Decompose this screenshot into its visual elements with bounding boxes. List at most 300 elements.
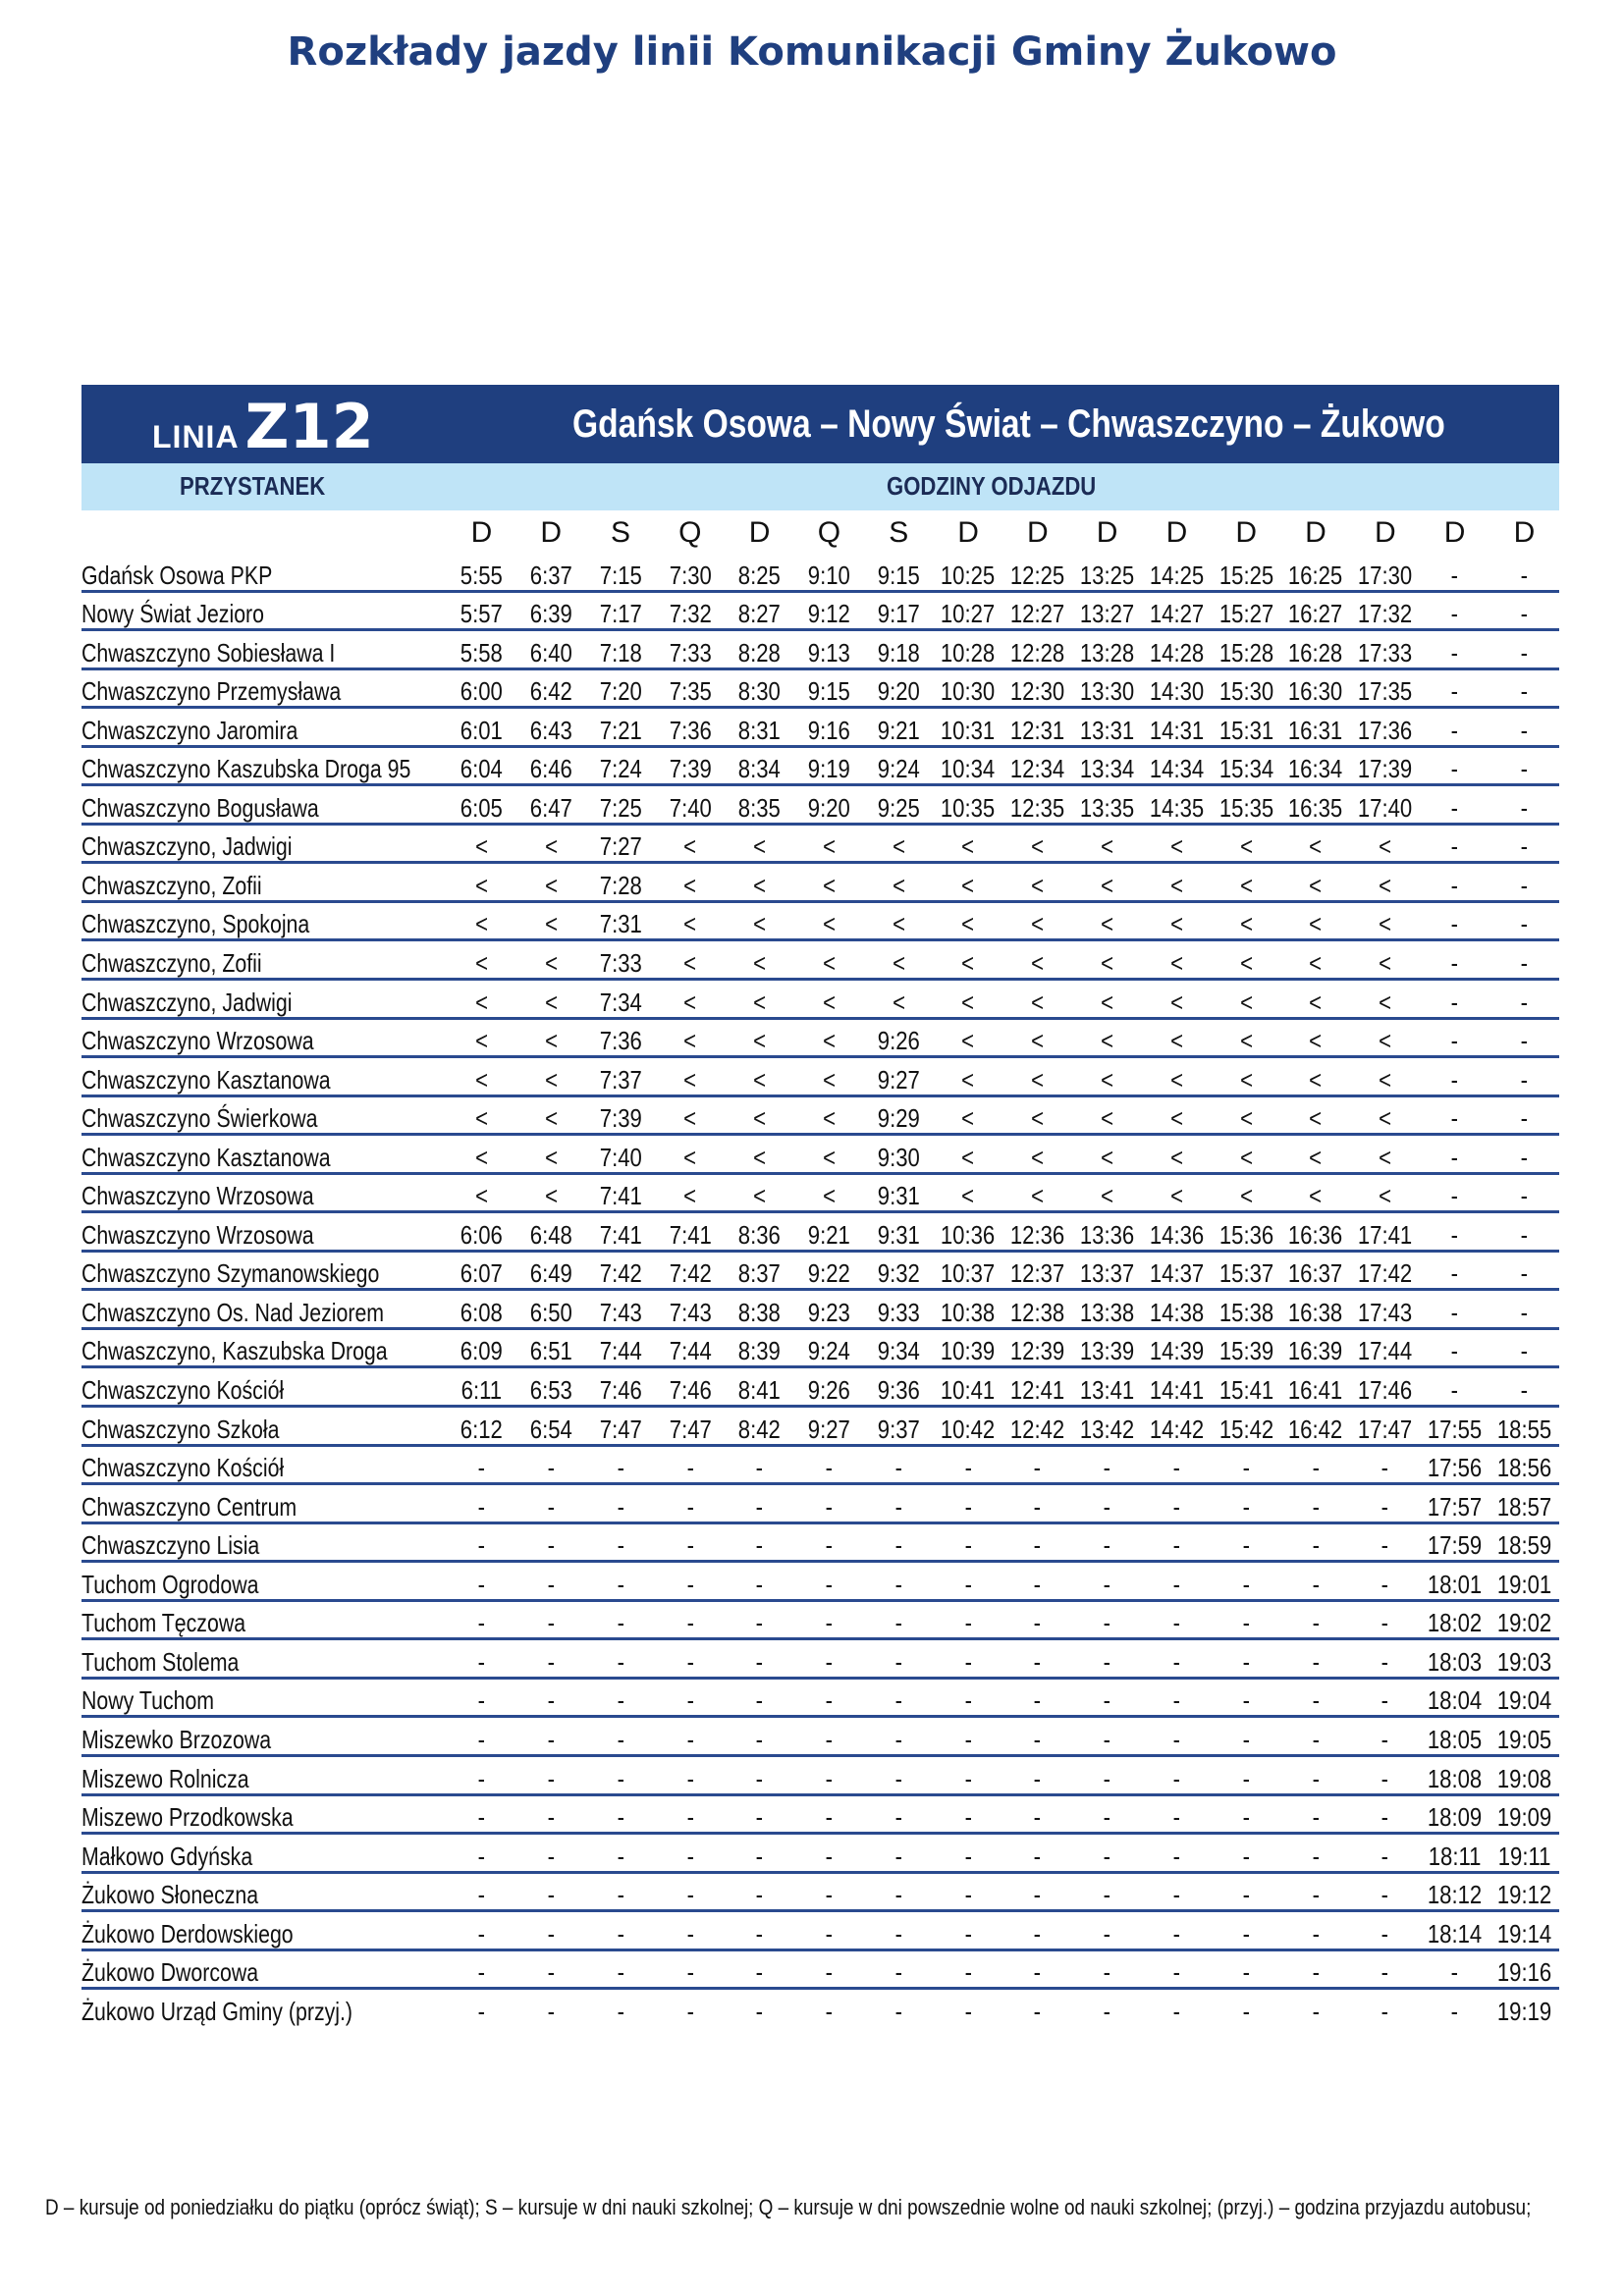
departure-time: < <box>544 831 558 862</box>
departure-time: - <box>1242 1841 1250 1871</box>
departure-time-cell <box>1281 1484 1351 1523</box>
departure-time-cell <box>655 1095 725 1135</box>
departure-time: - <box>1172 1491 1181 1522</box>
departure-time-cell <box>1420 1212 1489 1252</box>
departure-time-cell <box>1072 668 1142 708</box>
departure-time: - <box>1520 1181 1529 1211</box>
departure-time: < <box>1309 1181 1323 1211</box>
departure-time-cell <box>1420 901 1489 940</box>
departure-time-cell <box>447 1522 516 1562</box>
departure-time: < <box>474 1064 488 1095</box>
departure-time: - <box>1381 1453 1389 1483</box>
departure-time-cell <box>934 668 1003 708</box>
stop-name: Miszewo Rolnicza <box>81 1763 249 1793</box>
table-row <box>81 1328 1559 1367</box>
departure-time-cell <box>586 1095 656 1135</box>
departure-time-cell <box>725 1755 794 1794</box>
stop-name: Chwaszczyno Kościół <box>81 1453 285 1483</box>
departure-time: 7:44 <box>599 1336 642 1366</box>
departure-time: < <box>1309 1064 1323 1095</box>
departure-time-cell <box>1142 1135 1212 1174</box>
departure-time: - <box>755 1880 764 1910</box>
departure-time-cell <box>655 1135 725 1174</box>
departure-time-cell <box>516 1678 586 1717</box>
departure-time-cell <box>725 1212 794 1252</box>
stop-name-cell <box>81 591 447 630</box>
departure-time-cell <box>725 1639 794 1679</box>
departure-time-cell <box>516 1173 586 1212</box>
departure-time: - <box>825 1996 834 2026</box>
departure-time: - <box>755 1453 764 1483</box>
departure-time-cell <box>794 1522 864 1562</box>
departure-time-cell <box>934 1755 1003 1794</box>
departure-time-cell <box>1281 630 1351 669</box>
departure-time: 6:05 <box>460 792 503 823</box>
departure-time: - <box>547 1957 555 1988</box>
departure-time-cell <box>934 785 1003 825</box>
departure-time: < <box>1309 831 1323 862</box>
departure-time: - <box>477 1685 486 1716</box>
departure-time: - <box>686 1453 694 1483</box>
departure-time: - <box>1242 1957 1250 1988</box>
departure-time: - <box>1520 1375 1529 1406</box>
stop-name: Tuchom Stolema <box>81 1646 240 1677</box>
departure-time-cell <box>864 1989 934 2026</box>
departure-time: 8:27 <box>738 599 782 629</box>
departure-time-cell <box>655 1872 725 1911</box>
table-row <box>81 591 1559 630</box>
timetable <box>81 512 1559 2026</box>
departure-time-cell <box>934 863 1003 902</box>
departure-time-cell <box>1281 1755 1351 1794</box>
departure-time: - <box>755 1802 764 1833</box>
departure-time-cell <box>447 1639 516 1679</box>
departure-time-cell <box>934 1600 1003 1639</box>
departure-time: - <box>1450 948 1459 979</box>
departure-time-cell <box>934 630 1003 669</box>
departure-time: < <box>1379 1103 1392 1134</box>
departure-time: - <box>825 1957 834 1988</box>
departure-time-cell <box>1350 1018 1420 1057</box>
departure-time-cell <box>1281 1057 1351 1096</box>
departure-time-cell <box>1142 1290 1212 1329</box>
stop-name-cell <box>81 1095 447 1135</box>
departure-time-cell <box>1420 1173 1489 1212</box>
departure-time-cell <box>655 940 725 980</box>
departure-time-cell <box>1072 1135 1142 1174</box>
departure-time: 14:35 <box>1149 792 1205 823</box>
departure-time: - <box>617 1646 624 1677</box>
departure-time: 10:34 <box>941 754 996 784</box>
departure-time-cell <box>1142 1755 1212 1794</box>
departure-time: - <box>1103 1685 1111 1716</box>
departure-time: - <box>477 1841 486 1871</box>
departure-time-cell <box>1002 940 1072 980</box>
departure-time: 13:34 <box>1079 754 1135 784</box>
departure-time: 17:44 <box>1358 1336 1413 1366</box>
departure-time: 12:42 <box>1010 1414 1065 1444</box>
departure-time: - <box>755 1763 764 1793</box>
departure-time-cell <box>1350 785 1420 825</box>
departure-time-cell <box>1350 1095 1420 1135</box>
departure-time-cell <box>1281 1834 1351 1873</box>
departure-time-cell <box>794 901 864 940</box>
table-row <box>81 668 1559 708</box>
departure-time-cell <box>1212 940 1281 980</box>
departure-time-cell <box>1489 1522 1559 1562</box>
departure-time-cell <box>586 1562 656 1601</box>
departure-time-cell <box>1072 1717 1142 1756</box>
departure-time-cell <box>1281 1407 1351 1446</box>
departure-time: < <box>1239 987 1253 1017</box>
departure-time: - <box>617 1453 624 1483</box>
departure-time: 16:30 <box>1288 676 1343 707</box>
departure-time-cell <box>655 1562 725 1601</box>
stop-name: Chwaszczyno Centrum <box>81 1491 298 1522</box>
stop-name-cell <box>81 1135 447 1174</box>
departure-time-cell <box>864 1600 934 1639</box>
departure-time: - <box>547 1491 555 1522</box>
departure-time-cell <box>516 980 586 1019</box>
departure-time: - <box>1520 1297 1529 1327</box>
departure-time-cell <box>1212 630 1281 669</box>
departure-time: 14:34 <box>1149 754 1205 784</box>
departure-time: - <box>964 1763 972 1793</box>
departure-time: 14:39 <box>1149 1336 1205 1366</box>
departure-time-cell <box>864 746 934 785</box>
departure-time: - <box>1520 599 1529 629</box>
departure-time-cell <box>794 1407 864 1446</box>
departure-time-cell <box>1212 1251 1281 1290</box>
departure-time: 6:12 <box>460 1414 503 1444</box>
departure-time: < <box>683 909 697 939</box>
departure-time: - <box>755 1996 764 2026</box>
departure-time: - <box>686 1841 694 1871</box>
departure-time-cell <box>1420 746 1489 785</box>
departure-time: 17:32 <box>1358 599 1413 629</box>
stop-name-cell <box>81 1600 447 1639</box>
departure-time: - <box>964 1996 972 2026</box>
departure-time: 16:35 <box>1288 792 1343 823</box>
departure-time: < <box>1101 909 1114 939</box>
departure-time-cell <box>655 1367 725 1407</box>
departure-time-cell <box>1002 1057 1072 1096</box>
departure-time: < <box>961 1064 975 1095</box>
departure-time-cell <box>1142 1057 1212 1096</box>
departure-time-cell <box>1420 630 1489 669</box>
departure-time-cell <box>725 980 794 1019</box>
departure-time-cell <box>655 1834 725 1873</box>
table-row <box>81 554 1559 591</box>
departure-time-cell <box>1489 1290 1559 1329</box>
departure-time-cell <box>1420 1717 1489 1756</box>
departure-time-cell <box>1002 1755 1072 1794</box>
departure-time: - <box>1450 1103 1459 1134</box>
departure-time: - <box>1450 1258 1459 1289</box>
departure-time: - <box>1172 1957 1181 1988</box>
table-row <box>81 1212 1559 1252</box>
departure-time-cell <box>1142 1678 1212 1717</box>
departure-time: < <box>474 1026 488 1056</box>
departure-time: - <box>1103 1724 1111 1754</box>
departure-time-cell <box>864 1328 934 1367</box>
departure-time-cell <box>1420 1484 1489 1523</box>
departure-time: - <box>1381 1608 1389 1638</box>
departure-time-cell <box>1072 1600 1142 1639</box>
departure-time-cell <box>447 1407 516 1446</box>
departure-time: 7:27 <box>599 831 642 862</box>
departure-time: - <box>547 1841 555 1871</box>
stop-name: Chwaszczyno Kasztanowa <box>81 1064 331 1095</box>
departure-time-cell <box>1212 1911 1281 1950</box>
departure-time-cell <box>794 1794 864 1834</box>
departure-time: 14:28 <box>1149 637 1205 667</box>
departure-time: - <box>964 1685 972 1716</box>
departure-time: - <box>617 1491 624 1522</box>
departure-time-cell <box>794 1445 864 1484</box>
departure-time: 9:18 <box>877 637 920 667</box>
departure-time-cell <box>586 1678 656 1717</box>
departure-time-cell <box>934 1445 1003 1484</box>
stop-name: Tuchom Tęczowa <box>81 1608 246 1638</box>
departure-time-cell <box>1072 980 1142 1019</box>
stop-name: Chwaszczyno Wrzosowa <box>81 1219 314 1250</box>
departure-time: - <box>1242 1491 1250 1522</box>
departure-time: 16:37 <box>1288 1258 1343 1289</box>
departure-time-cell <box>1212 1562 1281 1601</box>
departure-time: < <box>1169 909 1183 939</box>
departure-time-cell <box>586 785 656 825</box>
departure-time-cell <box>1281 1911 1351 1950</box>
departure-time: 6:01 <box>460 715 503 745</box>
day-code: Q <box>678 516 702 549</box>
departure-time: 10:39 <box>941 1336 996 1366</box>
departure-time-cell <box>1142 980 1212 1019</box>
departure-time: 9:36 <box>877 1375 920 1406</box>
departure-time: < <box>1169 870 1183 900</box>
departure-time-cell <box>1489 554 1559 591</box>
day-code: D <box>1026 516 1049 549</box>
stop-name: Chwaszczyno Kaszubska Droga 95 <box>81 754 411 784</box>
departure-time-cell <box>1072 824 1142 863</box>
departure-time: - <box>1450 1142 1459 1172</box>
table-row <box>81 1872 1559 1911</box>
departure-time-cell <box>447 591 516 630</box>
departure-time-cell <box>1420 1562 1489 1601</box>
departure-time-cell <box>586 1794 656 1834</box>
departure-time: - <box>686 1996 694 2026</box>
departure-time: 7:43 <box>669 1297 712 1327</box>
departure-time: - <box>1381 1724 1389 1754</box>
table-row <box>81 940 1559 980</box>
departure-time: < <box>1101 948 1114 979</box>
departure-time-cell <box>1420 1328 1489 1367</box>
departure-time: - <box>964 1802 972 1833</box>
stop-name: Żukowo Derdowskiego <box>81 1918 294 1949</box>
departure-time: 13:27 <box>1079 599 1135 629</box>
departure-time: - <box>1103 1802 1111 1833</box>
departure-time: - <box>1242 1685 1250 1716</box>
departure-time: - <box>964 1569 972 1599</box>
departure-time-cell <box>655 591 725 630</box>
departure-time: < <box>1309 987 1323 1017</box>
departure-time-cell <box>1489 1639 1559 1679</box>
departure-time-cell <box>1212 1834 1281 1873</box>
departure-time-cell <box>1281 1173 1351 1212</box>
departure-time: - <box>894 1608 902 1638</box>
departure-time-cell <box>1002 1522 1072 1562</box>
departure-time-cell <box>516 1407 586 1446</box>
departure-time: 17:35 <box>1358 676 1413 707</box>
departure-time: - <box>547 1530 555 1561</box>
stop-name-cell <box>81 1717 447 1756</box>
table-row <box>81 1522 1559 1562</box>
departure-time-cell <box>725 1407 794 1446</box>
stop-name: Chwaszczyno, Zofii <box>81 870 262 900</box>
departure-time-cell <box>1281 1328 1351 1367</box>
departure-time: - <box>1034 1957 1042 1988</box>
departure-time-cell <box>1281 785 1351 825</box>
departure-time: < <box>1239 870 1253 900</box>
departure-time: 14:37 <box>1149 1258 1205 1289</box>
departure-time-cell <box>1420 1251 1489 1290</box>
departure-time: 6:54 <box>529 1414 572 1444</box>
departure-time: 6:42 <box>529 676 572 707</box>
table-row <box>81 1407 1559 1446</box>
departure-time-cell <box>1072 591 1142 630</box>
stop-name-cell <box>81 863 447 902</box>
departure-time-cell <box>794 785 864 825</box>
departure-time-cell <box>586 630 656 669</box>
stop-name: Miszewo Przodkowska <box>81 1802 294 1833</box>
departure-time: 7:32 <box>669 599 712 629</box>
departure-time-cell <box>1212 1989 1281 2026</box>
departure-time: 9:13 <box>807 637 850 667</box>
departure-time: - <box>1381 1530 1389 1561</box>
departure-time: 7:42 <box>669 1258 712 1289</box>
departure-time-cell <box>934 1251 1003 1290</box>
departure-time-cell <box>516 1095 586 1135</box>
departure-time-cell <box>516 1600 586 1639</box>
departure-time-cell <box>1142 1834 1212 1873</box>
departure-time: 16:41 <box>1288 1375 1343 1406</box>
departure-time-cell <box>586 554 656 591</box>
departure-time-cell <box>1072 1484 1142 1523</box>
departure-time: - <box>1520 676 1529 707</box>
departure-time: < <box>1239 1103 1253 1134</box>
departure-time: 19:03 <box>1496 1646 1552 1677</box>
departure-time-cell <box>1212 1639 1281 1679</box>
departure-time-cell <box>725 1328 794 1367</box>
departure-time: < <box>1309 1103 1323 1134</box>
departure-time-cell <box>447 1794 516 1834</box>
departure-time: - <box>1103 1918 1111 1949</box>
departure-time: 19:01 <box>1496 1569 1552 1599</box>
departure-time-cell <box>794 708 864 747</box>
departure-time: 14:31 <box>1149 715 1205 745</box>
stop-name: Nowy Tuchom <box>81 1685 215 1716</box>
departure-time-cell <box>1002 1135 1072 1174</box>
departure-time-cell <box>1072 785 1142 825</box>
departure-time-cell <box>725 863 794 902</box>
departure-time-cell <box>1350 980 1420 1019</box>
departure-time: 7:33 <box>669 637 712 667</box>
departure-time: - <box>825 1569 834 1599</box>
departure-time-cell <box>1212 1407 1281 1446</box>
stop-name-cell <box>81 1018 447 1057</box>
departure-time-cell <box>1072 863 1142 902</box>
departure-time: - <box>1450 1219 1459 1250</box>
departure-time-cell <box>1350 1290 1420 1329</box>
departure-time-cell <box>516 1562 586 1601</box>
departure-time: < <box>544 948 558 979</box>
departure-time: 9:10 <box>807 560 850 590</box>
departure-time: 9:26 <box>877 1026 920 1056</box>
departure-time: < <box>1239 948 1253 979</box>
departure-time: 12:25 <box>1010 560 1065 590</box>
departure-time: - <box>1381 1569 1389 1599</box>
departure-time-cell <box>1002 1678 1072 1717</box>
departure-time: - <box>477 1957 486 1988</box>
table-row <box>81 1717 1559 1756</box>
departure-time: 9:12 <box>807 599 850 629</box>
departure-time-cell <box>934 901 1003 940</box>
stop-name-cell <box>81 1212 447 1252</box>
departure-time: < <box>822 1064 836 1095</box>
table-row <box>81 1251 1559 1290</box>
departure-time: - <box>825 1491 834 1522</box>
departure-time-cell <box>1489 708 1559 747</box>
departure-time: < <box>1379 831 1392 862</box>
departure-time: 14:41 <box>1149 1375 1205 1406</box>
departure-time: 17:36 <box>1358 715 1413 745</box>
departure-time-cell <box>516 785 586 825</box>
departure-time: 15:41 <box>1218 1375 1273 1406</box>
departure-time-cell <box>725 785 794 825</box>
departure-time-cell <box>794 1949 864 1989</box>
departure-time: - <box>1034 1918 1042 1949</box>
departure-time-cell <box>1072 1290 1142 1329</box>
stop-name: Żukowo Dworcowa <box>81 1957 259 1988</box>
departure-time-cell <box>1350 1057 1420 1096</box>
departure-time-cell <box>1350 1484 1420 1523</box>
departure-time-cell <box>794 1018 864 1057</box>
departure-time-cell <box>1002 554 1072 591</box>
departure-time-cell <box>586 1407 656 1446</box>
departure-time-cell <box>864 630 934 669</box>
departure-time-cell <box>1072 1018 1142 1057</box>
departure-time: < <box>1101 1064 1114 1095</box>
departure-time: - <box>1034 1491 1042 1522</box>
departure-time: - <box>1520 560 1529 590</box>
departure-time-cell <box>655 630 725 669</box>
table-row <box>81 746 1559 785</box>
departure-time: - <box>1450 831 1459 862</box>
departure-time: - <box>825 1763 834 1793</box>
stop-name-cell <box>81 1911 447 1950</box>
departure-time: - <box>755 1646 764 1677</box>
departure-time-cell <box>1072 1639 1142 1679</box>
departure-time-cell <box>1212 1600 1281 1639</box>
table-row <box>81 1834 1559 1873</box>
departure-time: 6:04 <box>460 754 503 784</box>
departure-time: 7:28 <box>599 870 642 900</box>
departure-time: < <box>892 831 905 862</box>
departure-time-cell <box>586 668 656 708</box>
departure-time: 9:30 <box>877 1142 920 1172</box>
departure-time-cell <box>794 940 864 980</box>
departure-time-cell <box>1489 1794 1559 1834</box>
